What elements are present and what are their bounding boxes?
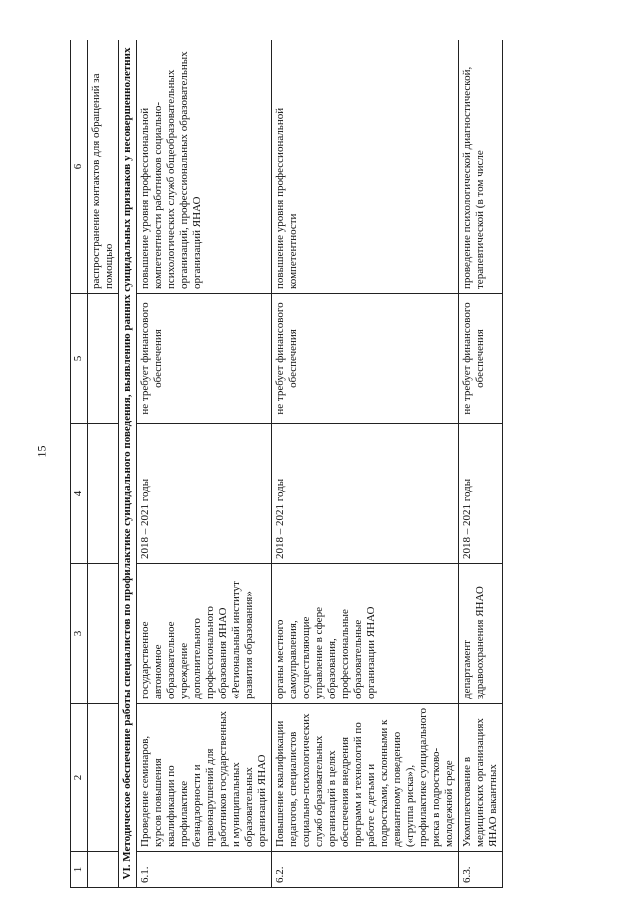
column-header: 5 (71, 294, 88, 424)
activity-cell: Проведение семинаров, курсов повышения квалификации по профилактике безнадзорности и правонарушений для работников государственных и муниципальных образовательных организаций ЯНАО (137, 704, 272, 852)
funding-cell: не требует финансового обеспечения (272, 294, 459, 424)
period-cell: 2018 – 2021 годы (137, 424, 272, 564)
table-cell (88, 424, 119, 564)
table-cell (88, 704, 119, 852)
table-cell (88, 852, 119, 888)
executor-cell: органы местного самоуправления, осуществляющие управление в сфере образования, профессиональные образовательные организации ЯНАО (272, 564, 459, 704)
column-header: 2 (71, 704, 88, 852)
table-row (137, 40, 272, 888)
row-number: 6.3. (459, 852, 503, 888)
activity-cell: Повышение квалификации педагогов, специалистов социально-психологических служб образовательных организаций в целях обеспечения внедрения программ и технологий по работе с детьми и подростками, склонными к девиантному поведению («группа риска»), профилактике суицидального риска в подростково-молодежной среде (272, 704, 459, 852)
table-cell-result: распространение контактов для обращений за помощью (88, 40, 119, 294)
continuation-row (88, 40, 119, 888)
table-row (459, 40, 503, 888)
funding-cell: не требует финансового обеспечения (137, 294, 272, 424)
table-cell (88, 564, 119, 704)
period-cell: 2018 – 2021 годы (459, 424, 503, 564)
section-row (119, 40, 137, 888)
column-header: 6 (71, 40, 88, 294)
executor-cell: департамент здравоохранения ЯНАО (459, 564, 503, 704)
column-header: 1 (71, 852, 88, 888)
column-header: 3 (71, 564, 88, 704)
result-cell: проведение психологической диагностической, терапевтической (в том числе (459, 40, 503, 294)
document-stage (70, 40, 618, 888)
rotated-table-container (70, 40, 618, 888)
row-number: 6.2. (272, 852, 459, 888)
page-number: 15 (34, 445, 49, 458)
measures-table (70, 40, 503, 888)
table-cell (88, 294, 119, 424)
period-cell: 2018 – 2021 годы (272, 424, 459, 564)
row-number: 6.1. (137, 852, 272, 888)
result-cell: повышение уровня профессиональной компетентности (272, 40, 459, 294)
column-header: 4 (71, 424, 88, 564)
funding-cell: не требует финансового обеспечения (459, 294, 503, 424)
executor-cell: государственное автономное образовательное учреждение дополнительного профессионального образования ЯНАО «Региональный институт развития образования» (137, 564, 272, 704)
header-row (71, 40, 88, 888)
section-title: VI. Методическое обеспечение работы специалистов по профилактике суицидального поведения, выявлению ранних суицидальных признаков у несовершеннолетних (119, 40, 137, 888)
activity-cell: Укомплектование в медицинских организациях ЯНАО вакантных (459, 704, 503, 852)
result-cell: повышение уровня профессиональной компетентности работников социально-психологических служб общеобразовательных организаций, профессиональных образовательных организаций ЯНАО (137, 40, 272, 294)
table-row (272, 40, 459, 888)
